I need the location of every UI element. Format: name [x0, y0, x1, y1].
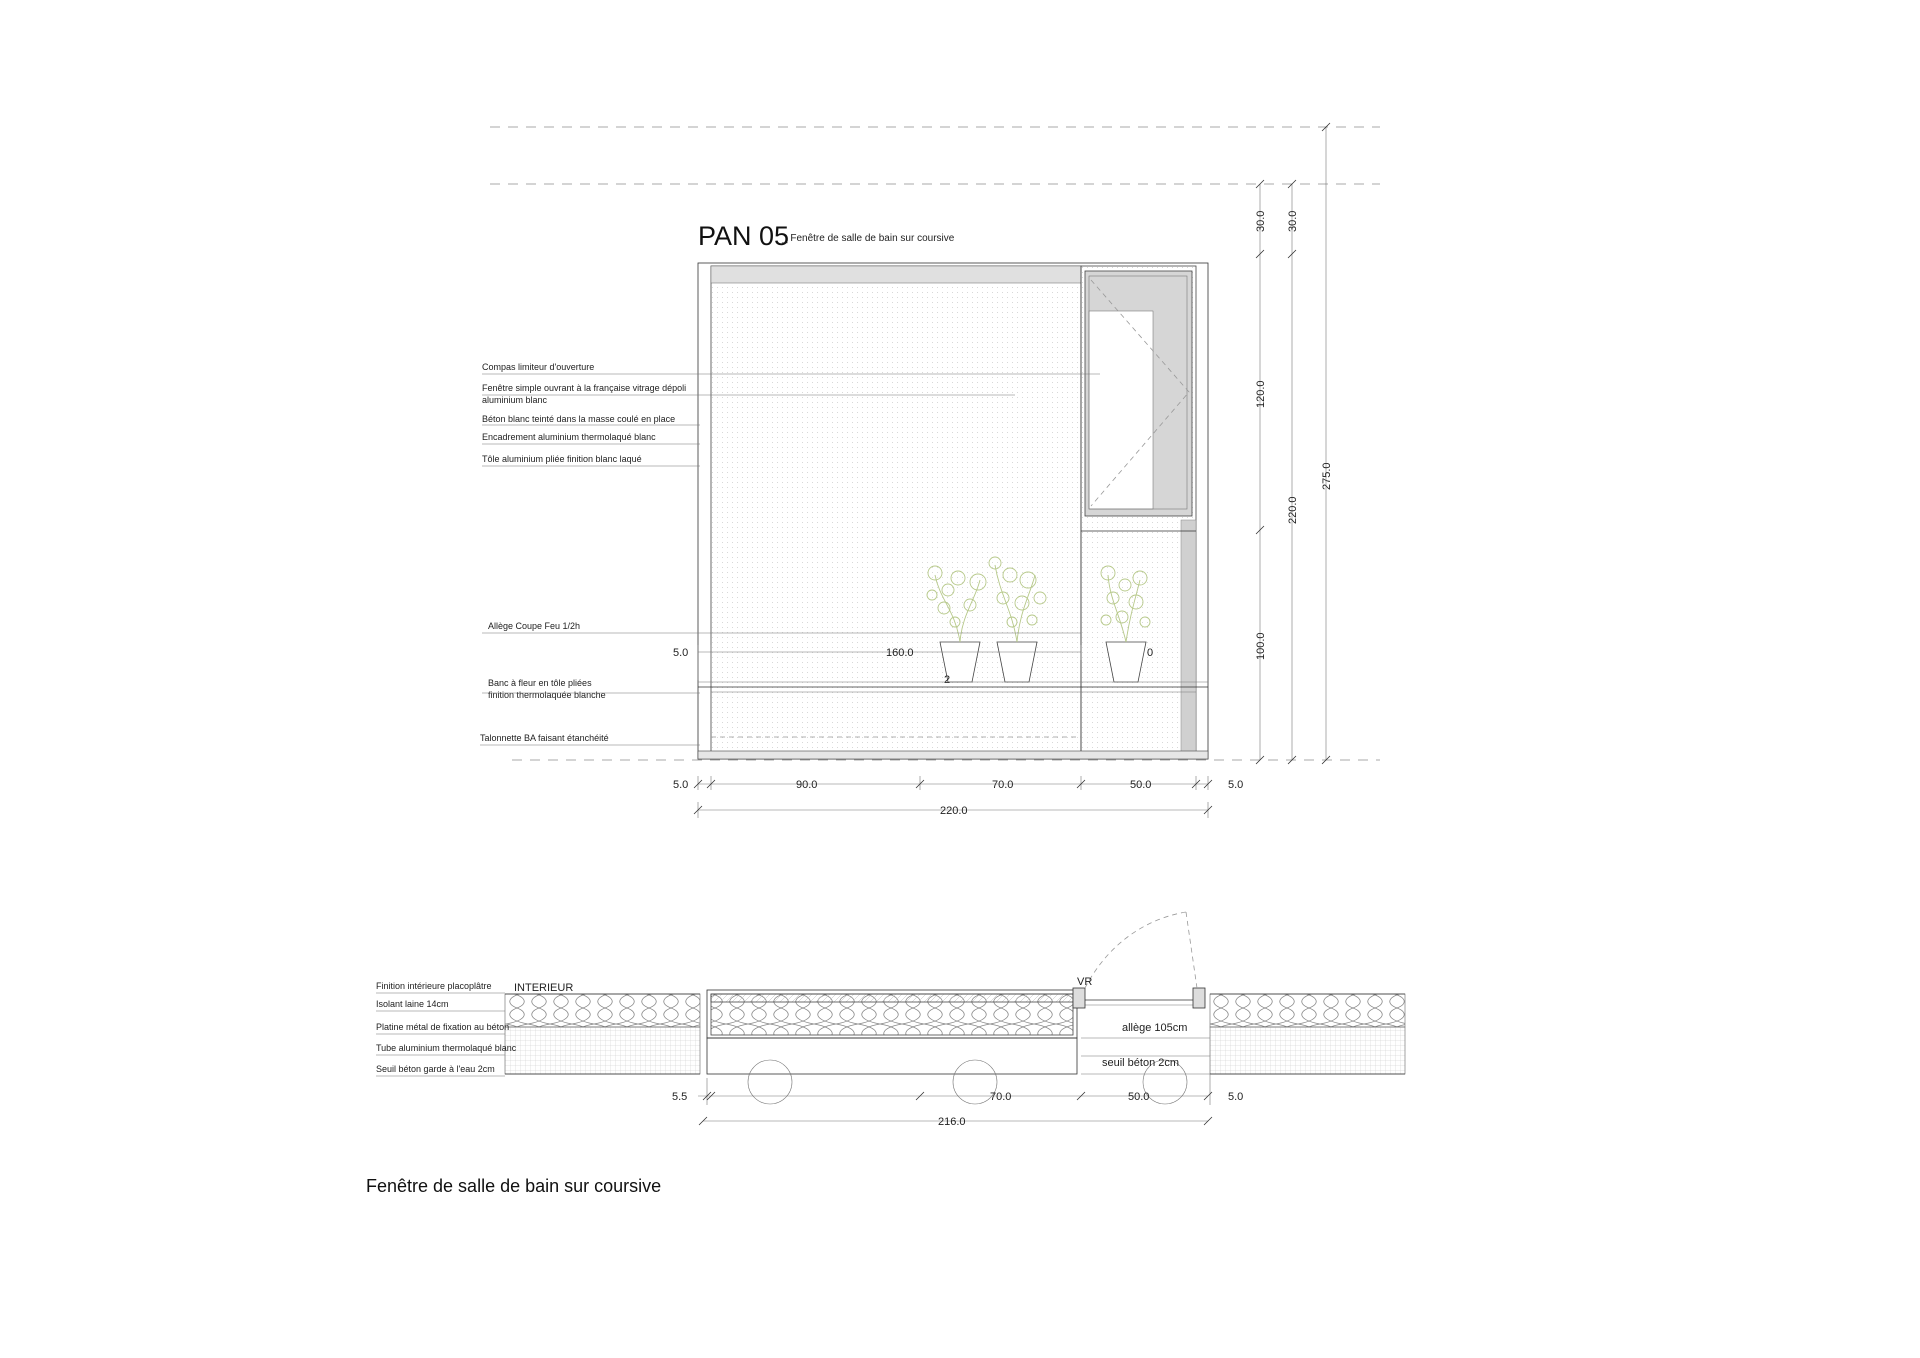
panel-title: PAN 05 — [698, 221, 790, 251]
plan-annotation-tube: Tube aluminium thermolaqué blanc — [376, 1043, 517, 1053]
annotation-fenetre: Fenêtre simple ouvrant à la française vitrage dépoli — [482, 383, 687, 393]
right-wall-concrete — [1210, 1027, 1405, 1074]
tube-1 — [748, 1060, 792, 1104]
allege-note: allège 105cm — [1122, 1022, 1188, 1034]
dim-allege-height: 100.0 — [1255, 632, 1267, 660]
annotation-talonnette: Talonnette BA faisant étanchéité — [480, 733, 609, 743]
window-jamb-right — [1193, 988, 1205, 1008]
annotation-allege: Allège Coupe Feu 1/2h — [488, 621, 581, 631]
plan-dim-a: 70.0 — [990, 1091, 1012, 1103]
drawing-caption: Fenêtre de salle de bain sur coursive — [366, 1176, 662, 1196]
annotation-compas: Compas limiteur d'ouverture — [482, 362, 595, 372]
plan-dim-overall: 216.0 — [938, 1116, 966, 1128]
annotation-fenetre-2: aluminium blanc — [482, 395, 548, 405]
dim-bottom-a: 90.0 — [796, 779, 818, 791]
plan-dim-left: 5.5 — [672, 1091, 688, 1103]
dim-inner-total: 220.0 — [1287, 496, 1299, 524]
right-wall-insulation — [1210, 994, 1405, 1027]
dim-overall-height: 275.0 — [1321, 462, 1333, 490]
elevation — [480, 123, 1380, 818]
dim-top-a: 30.0 — [1255, 210, 1267, 232]
dim-bench-partial-b: 0 — [1147, 647, 1154, 659]
plan-dimensions — [672, 1091, 1243, 1128]
allege-base — [707, 1038, 1077, 1074]
interior-label: INTERIEUR — [514, 982, 574, 994]
top-band — [711, 266, 1081, 283]
plan-section — [376, 912, 1405, 1128]
left-wall-insulation — [505, 994, 700, 1027]
plan-dim-b: 50.0 — [1128, 1091, 1150, 1103]
dim-bottom-left: 5.0 — [673, 779, 689, 791]
dim-bench-left: 5.0 — [673, 647, 689, 659]
base-plinth — [698, 751, 1208, 759]
dim-bench-partial-a: 2 — [944, 674, 951, 686]
dim-top-b: 30.0 — [1287, 210, 1299, 232]
seuil-note: seuil béton 2cm — [1102, 1057, 1180, 1069]
bottom-dimensions — [673, 776, 1243, 818]
dim-overall-width: 220.0 — [940, 805, 968, 817]
dim-bottom-b: 70.0 — [992, 779, 1014, 791]
window-swing-arc — [1085, 912, 1186, 988]
plan-annotation-finition: Finition intérieure placoplâtre — [376, 981, 492, 991]
plan-annotations — [376, 981, 517, 1076]
window-jamb-left — [1073, 988, 1085, 1008]
plan-annotation-platine: Platine métal de fixation au béton — [376, 1022, 510, 1032]
allege-cap — [711, 994, 1073, 1002]
dim-window-height: 120.0 — [1255, 380, 1267, 408]
annotation-banc-2: finition thermolaquée blanche — [488, 690, 606, 700]
panel-subtitle: _ Fenêtre de salle de bain sur coursive — [782, 233, 955, 244]
left-wall-concrete — [505, 1027, 700, 1074]
window-glass — [1089, 311, 1153, 509]
annotation-banc: Banc à fleur en tôle pliées — [488, 678, 592, 688]
vr-label: VR — [1077, 976, 1093, 988]
plan-dim-right: 5.0 — [1228, 1091, 1244, 1103]
annotation-beton: Béton blanc teinté dans la masse coulé en place — [482, 414, 676, 424]
right-strip — [1181, 520, 1196, 754]
plan-annotation-seuil: Seuil béton garde à l'eau 2cm — [376, 1064, 495, 1074]
dim-bottom-c: 50.0 — [1130, 779, 1152, 791]
dim-bench-main: 160.0 — [886, 647, 914, 659]
annotation-tole: Tôle aluminium pliée finition blanc laqué — [482, 454, 642, 464]
dim-bottom-right: 5.0 — [1228, 779, 1244, 791]
annotation-encadrement: Encadrement aluminium thermolaqué blanc — [482, 432, 656, 442]
plan-annotation-isolant: Isolant laine 14cm — [376, 999, 449, 1009]
vertical-dimensions — [1255, 123, 1333, 764]
